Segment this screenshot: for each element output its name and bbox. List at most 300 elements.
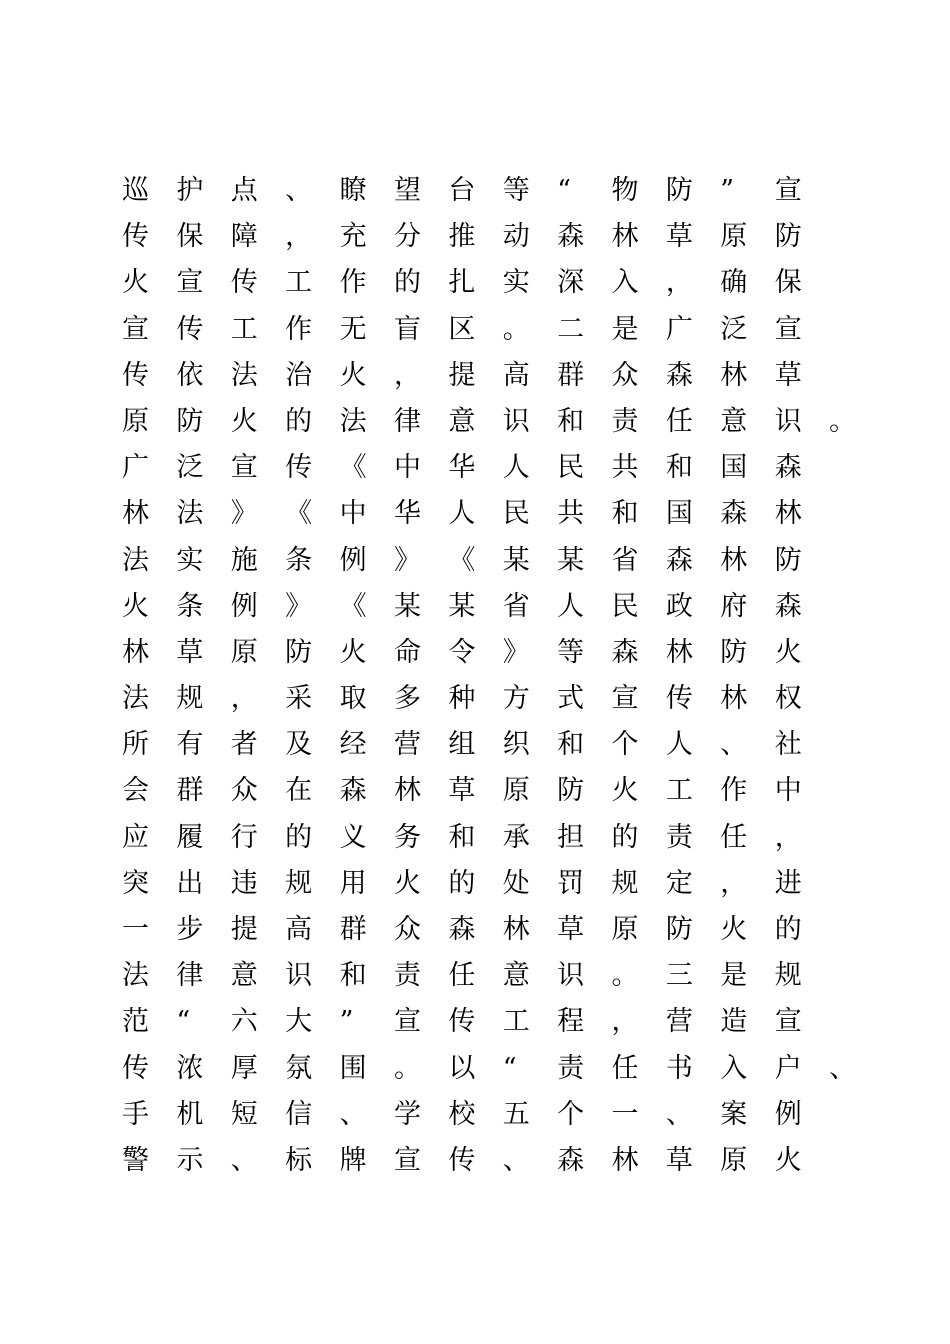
text-char: 林	[720, 683, 748, 715]
text-char: 火	[230, 405, 258, 437]
text-char: 义	[339, 821, 367, 853]
text-char: 中	[774, 775, 802, 807]
text-char: 林	[720, 359, 748, 391]
text-char: 巡	[122, 175, 149, 206]
text-char: 二	[557, 313, 585, 345]
text-char: 入	[720, 1052, 748, 1084]
text-char: 高	[502, 359, 530, 391]
text-char: 氛	[285, 1052, 313, 1084]
text-char: 防	[285, 636, 313, 668]
text-char: 和	[557, 729, 585, 761]
text-char: 等	[502, 175, 530, 206]
text-char: 法	[339, 405, 367, 437]
text-char: 森	[665, 544, 693, 576]
text-char: 法	[122, 960, 149, 992]
text-char: 在	[285, 775, 313, 807]
text-char: 防	[176, 405, 204, 437]
text-char: 政	[665, 590, 693, 622]
text-char: 推	[448, 221, 476, 253]
text-char: ，	[665, 267, 693, 299]
text-line	[122, 815, 883, 861]
text-char: 造	[720, 1006, 748, 1038]
text-char: 例	[339, 544, 367, 576]
text-char: 范	[122, 1006, 149, 1038]
text-char: 。	[611, 960, 639, 992]
text-char: 厚	[230, 1052, 258, 1084]
text-char: 程	[557, 1006, 585, 1038]
text-line	[122, 999, 883, 1045]
text-char: 一	[611, 1098, 639, 1130]
text-char: 某	[557, 544, 585, 576]
text-char: 履	[176, 821, 204, 853]
text-char: 火	[339, 359, 367, 391]
text-char: 无	[339, 313, 367, 345]
text-char: 多	[393, 683, 421, 715]
text-char: 传	[122, 359, 149, 391]
text-char: 务	[393, 821, 421, 853]
text-char: 例	[230, 590, 258, 622]
text-char: 草	[448, 775, 476, 807]
text-char: ，	[393, 359, 421, 391]
text-char: 者	[230, 729, 258, 761]
text-char: 传	[230, 267, 258, 299]
text-char: 、	[502, 1144, 530, 1176]
text-char: 人	[557, 590, 585, 622]
text-char: 工	[285, 267, 313, 299]
text-char: 省	[611, 544, 639, 576]
text-char: 意	[230, 960, 258, 992]
text-char: 森	[339, 775, 367, 807]
text-line	[122, 491, 883, 537]
text-char: 户	[774, 1052, 802, 1084]
text-char: 宣	[122, 313, 149, 345]
text-char: 处	[502, 867, 530, 899]
text-char: 及	[285, 729, 313, 761]
text-char: 工	[230, 313, 258, 345]
text-char: 人	[665, 729, 693, 761]
text-char: 和	[665, 452, 693, 484]
text-char: ，	[720, 867, 748, 899]
text-char: 责	[393, 960, 421, 992]
body-text	[122, 168, 883, 1184]
text-char: 众	[230, 775, 258, 807]
text-char: 传	[448, 1006, 476, 1038]
text-char: 信	[285, 1098, 313, 1130]
text-line	[122, 307, 883, 353]
text-char: 传	[122, 1052, 149, 1084]
text-line	[122, 538, 883, 584]
text-line	[122, 861, 883, 907]
text-char: 法	[176, 498, 204, 530]
text-char: 社	[774, 729, 802, 761]
text-char: 标	[285, 1144, 313, 1176]
text-char: 林	[122, 498, 149, 530]
text-char: 的	[393, 267, 421, 299]
text-char: 森	[611, 636, 639, 668]
text-char: 森	[665, 359, 693, 391]
text-char: 织	[502, 729, 530, 761]
text-char: 的	[285, 405, 313, 437]
text-char: 短	[230, 1098, 258, 1130]
text-char: 保	[774, 267, 802, 299]
text-char: 大	[285, 1006, 313, 1038]
text-char: 点	[230, 175, 258, 206]
text-char: 任	[611, 1052, 639, 1084]
text-char: 的	[611, 821, 639, 853]
text-char: 采	[285, 683, 313, 715]
text-char: 突	[122, 867, 149, 899]
text-char: 条	[176, 590, 204, 622]
text-char: 识	[502, 405, 530, 437]
text-char: 责	[557, 1052, 585, 1084]
text-char: ，	[774, 821, 802, 853]
text-line	[122, 630, 883, 676]
text-char: 众	[611, 359, 639, 391]
text-char: 共	[611, 452, 639, 484]
text-char: 实	[502, 267, 530, 299]
text-char: 。	[829, 405, 857, 437]
text-char: 警	[122, 1144, 149, 1176]
text-char: 工	[665, 775, 693, 807]
text-char: 林	[393, 775, 421, 807]
text-char: 》	[393, 544, 421, 576]
text-char: 充	[339, 221, 367, 253]
text-char: 分	[393, 221, 421, 253]
text-char: 条	[285, 544, 313, 576]
text-char: 草	[665, 1144, 693, 1176]
text-char: 《	[339, 452, 367, 484]
text-char: 五	[502, 1098, 530, 1130]
text-char: 所	[122, 729, 149, 761]
text-char: 宣	[393, 1006, 421, 1038]
text-char: 案	[720, 1098, 748, 1130]
text-char: 传	[285, 452, 313, 484]
text-char: 林	[720, 544, 748, 576]
text-char: 围	[339, 1052, 367, 1084]
text-line	[122, 907, 883, 953]
text-char: ”	[339, 1006, 354, 1038]
text-char: 用	[339, 867, 367, 899]
text-char: 火	[122, 267, 149, 299]
text-char: 护	[176, 175, 204, 206]
text-char: 防	[665, 175, 693, 206]
text-char: 泛	[176, 452, 204, 484]
text-char: 林	[122, 636, 149, 668]
text-char: 浓	[176, 1052, 204, 1084]
text-char: 取	[339, 683, 367, 715]
text-char: 的	[285, 821, 313, 853]
text-char: 民	[502, 498, 530, 530]
text-char: 、	[829, 1052, 857, 1084]
text-char: 意	[720, 405, 748, 437]
text-char: 广	[665, 313, 693, 345]
text-char: 广	[122, 452, 149, 484]
text-char: 的	[774, 914, 802, 945]
text-char: 原	[720, 1144, 748, 1176]
text-char: 草	[176, 636, 204, 668]
text-char: 高	[285, 914, 313, 945]
text-char: 瞭	[339, 175, 367, 206]
text-char: 步	[176, 914, 204, 945]
text-char: 》	[230, 498, 258, 530]
text-char: 作	[720, 775, 748, 807]
text-char: 动	[502, 221, 530, 253]
text-char: 和	[557, 405, 585, 437]
text-char: 规	[285, 867, 313, 899]
text-char: 例	[774, 1098, 802, 1130]
text-char: ，	[285, 221, 313, 253]
text-char: 《	[285, 498, 313, 530]
text-char: 提	[448, 359, 476, 391]
text-char: 。	[393, 1052, 421, 1084]
text-char: 某	[502, 544, 530, 576]
text-char: 、	[285, 175, 313, 206]
text-char: 种	[448, 683, 476, 715]
text-char: 责	[611, 405, 639, 437]
text-char: 火	[611, 775, 639, 807]
text-line	[122, 768, 883, 814]
text-char: 法	[230, 359, 258, 391]
text-char: 原	[611, 914, 639, 945]
text-char: 传	[665, 683, 693, 715]
text-char: 依	[176, 359, 204, 391]
text-char: 进	[774, 867, 802, 899]
text-char: 宣	[774, 1006, 802, 1038]
text-char: 牌	[339, 1144, 367, 1176]
text-char: 和	[339, 960, 367, 992]
text-char: 方	[502, 683, 530, 715]
text-char: 出	[176, 867, 204, 899]
text-char: 国	[665, 498, 693, 530]
text-char: 权	[774, 683, 802, 715]
text-char: 森	[774, 590, 802, 622]
text-char: 担	[557, 821, 585, 853]
text-char: ，	[230, 683, 258, 715]
text-char: 有	[176, 729, 204, 761]
text-char: 是	[720, 960, 748, 992]
text-char: 国	[720, 452, 748, 484]
text-char: 林	[665, 636, 693, 668]
text-char: 火	[393, 867, 421, 899]
text-char: 物	[611, 175, 639, 206]
text-line	[122, 722, 883, 768]
text-char: 泛	[720, 313, 748, 345]
text-char: ”	[720, 175, 735, 206]
text-char: 、	[339, 1098, 367, 1130]
text-char: 原	[122, 405, 149, 437]
text-char: 某	[393, 590, 421, 622]
text-char: 华	[393, 498, 421, 530]
text-char: 森	[720, 498, 748, 530]
text-char: 原	[230, 636, 258, 668]
text-line	[122, 953, 883, 999]
text-char: 作	[285, 313, 313, 345]
text-char: 群	[557, 359, 585, 391]
text-char: 。	[502, 313, 530, 345]
text-char: 中	[393, 452, 421, 484]
text-char: 规	[611, 867, 639, 899]
text-char: 保	[176, 221, 204, 253]
text-char: 群	[176, 775, 204, 807]
text-char: 传	[448, 1144, 476, 1176]
text-char: 宣	[393, 1144, 421, 1176]
text-char: 区	[448, 313, 476, 345]
text-char: 以	[448, 1052, 476, 1084]
text-line	[122, 1138, 883, 1184]
text-char: ，	[611, 1006, 639, 1038]
text-char: 宣	[230, 452, 258, 484]
text-char: 等	[557, 636, 585, 668]
text-char: 规	[774, 960, 802, 992]
text-char: “	[557, 175, 571, 206]
text-char: 的	[448, 867, 476, 899]
text-char: 防	[665, 914, 693, 945]
text-char: 府	[720, 590, 748, 622]
text-char: 识	[285, 960, 313, 992]
text-char: 式	[557, 683, 585, 715]
text-char: 应	[122, 821, 149, 853]
text-char: 和	[448, 821, 476, 853]
text-line	[122, 353, 883, 399]
text-char: 作	[339, 267, 367, 299]
text-char: 意	[502, 960, 530, 992]
text-char: 防	[720, 636, 748, 668]
text-char: 林	[502, 914, 530, 945]
text-char: 任	[720, 821, 748, 853]
text-char: 确	[720, 267, 748, 299]
text-char: 草	[557, 914, 585, 945]
text-char: 群	[339, 914, 367, 945]
text-char: 会	[122, 775, 149, 807]
text-char: 责	[665, 821, 693, 853]
text-char: 防	[774, 221, 802, 253]
text-char: 火	[122, 590, 149, 622]
text-char: 工	[502, 1006, 530, 1038]
text-line	[122, 584, 883, 630]
text-char: 火	[774, 1144, 802, 1176]
text-line	[122, 445, 883, 491]
text-char: 违	[230, 867, 258, 899]
text-char: 和	[611, 498, 639, 530]
text-char: 森	[557, 221, 585, 253]
text-char: 学	[393, 1098, 421, 1130]
text-char: 组	[448, 729, 476, 761]
text-char: 令	[448, 636, 476, 668]
text-char: 实	[176, 544, 204, 576]
text-char: 罚	[557, 867, 585, 899]
text-char: 定	[665, 867, 693, 899]
text-char: 深	[557, 267, 585, 299]
text-char: 施	[230, 544, 258, 576]
text-line	[122, 1046, 883, 1092]
text-char: 人	[448, 498, 476, 530]
text-char: 传	[176, 313, 204, 345]
text-char: 六	[230, 1006, 258, 1038]
text-char: “	[176, 1006, 191, 1038]
text-line	[122, 214, 883, 260]
text-line	[122, 260, 883, 306]
text-char: 营	[665, 1006, 693, 1038]
text-char: 盲	[393, 313, 421, 345]
text-line	[122, 168, 883, 214]
text-char: 原	[502, 775, 530, 807]
text-char: 原	[720, 221, 748, 253]
text-char: 意	[448, 405, 476, 437]
text-char: 华	[448, 452, 476, 484]
text-char: 》	[285, 590, 313, 622]
text-char: 宣	[774, 313, 802, 345]
text-char: 草	[665, 221, 693, 253]
text-char: 营	[393, 729, 421, 761]
text-char: 草	[774, 359, 802, 391]
text-char: 个	[611, 729, 639, 761]
text-char: 宣	[176, 267, 204, 299]
text-char: 森	[774, 452, 802, 484]
text-char: 、	[665, 1098, 693, 1130]
text-char: 火	[774, 636, 802, 668]
text-char: 某	[448, 590, 476, 622]
text-line	[122, 1092, 883, 1138]
text-char: 民	[557, 452, 585, 484]
text-char: 《	[339, 590, 367, 622]
text-char: “	[502, 1052, 517, 1084]
text-char: 一	[122, 914, 149, 945]
text-char: 任	[665, 405, 693, 437]
text-char: 障	[230, 221, 258, 253]
text-char: 机	[176, 1098, 204, 1130]
text-char: 扎	[448, 267, 476, 299]
text-char: 校	[448, 1098, 476, 1130]
text-char: 防	[774, 544, 802, 576]
text-char: 律	[393, 405, 421, 437]
text-char: 林	[611, 221, 639, 253]
text-char: 法	[122, 683, 149, 715]
text-char: 传	[122, 221, 149, 253]
text-char: 示	[176, 1144, 204, 1176]
text-char: 宣	[774, 175, 802, 206]
text-char: 望	[393, 175, 421, 206]
text-char: 提	[230, 914, 258, 945]
text-char: 识	[774, 405, 802, 437]
text-char: 共	[557, 498, 585, 530]
text-char: 书	[665, 1052, 693, 1084]
text-char: 治	[285, 359, 313, 391]
text-char: 森	[557, 1144, 585, 1176]
text-char: 手	[122, 1098, 149, 1130]
text-line	[122, 676, 883, 722]
text-char: 火	[339, 636, 367, 668]
text-char: 三	[665, 960, 693, 992]
text-char: 行	[230, 821, 258, 853]
text-char: 律	[176, 960, 204, 992]
text-char: 宣	[611, 683, 639, 715]
text-char: 入	[611, 267, 639, 299]
text-char: 命	[393, 636, 421, 668]
text-char: 火	[720, 914, 748, 945]
text-char: 法	[122, 544, 149, 576]
text-char: 民	[611, 590, 639, 622]
text-char: 、	[720, 729, 748, 761]
text-char: 防	[557, 775, 585, 807]
text-char: 林	[774, 498, 802, 530]
text-line	[122, 399, 883, 445]
text-char: 林	[611, 1144, 639, 1176]
text-char: 识	[557, 960, 585, 992]
text-char: 经	[339, 729, 367, 761]
text-char: 》	[502, 636, 530, 668]
text-char: 承	[502, 821, 530, 853]
text-char: 规	[176, 683, 204, 715]
